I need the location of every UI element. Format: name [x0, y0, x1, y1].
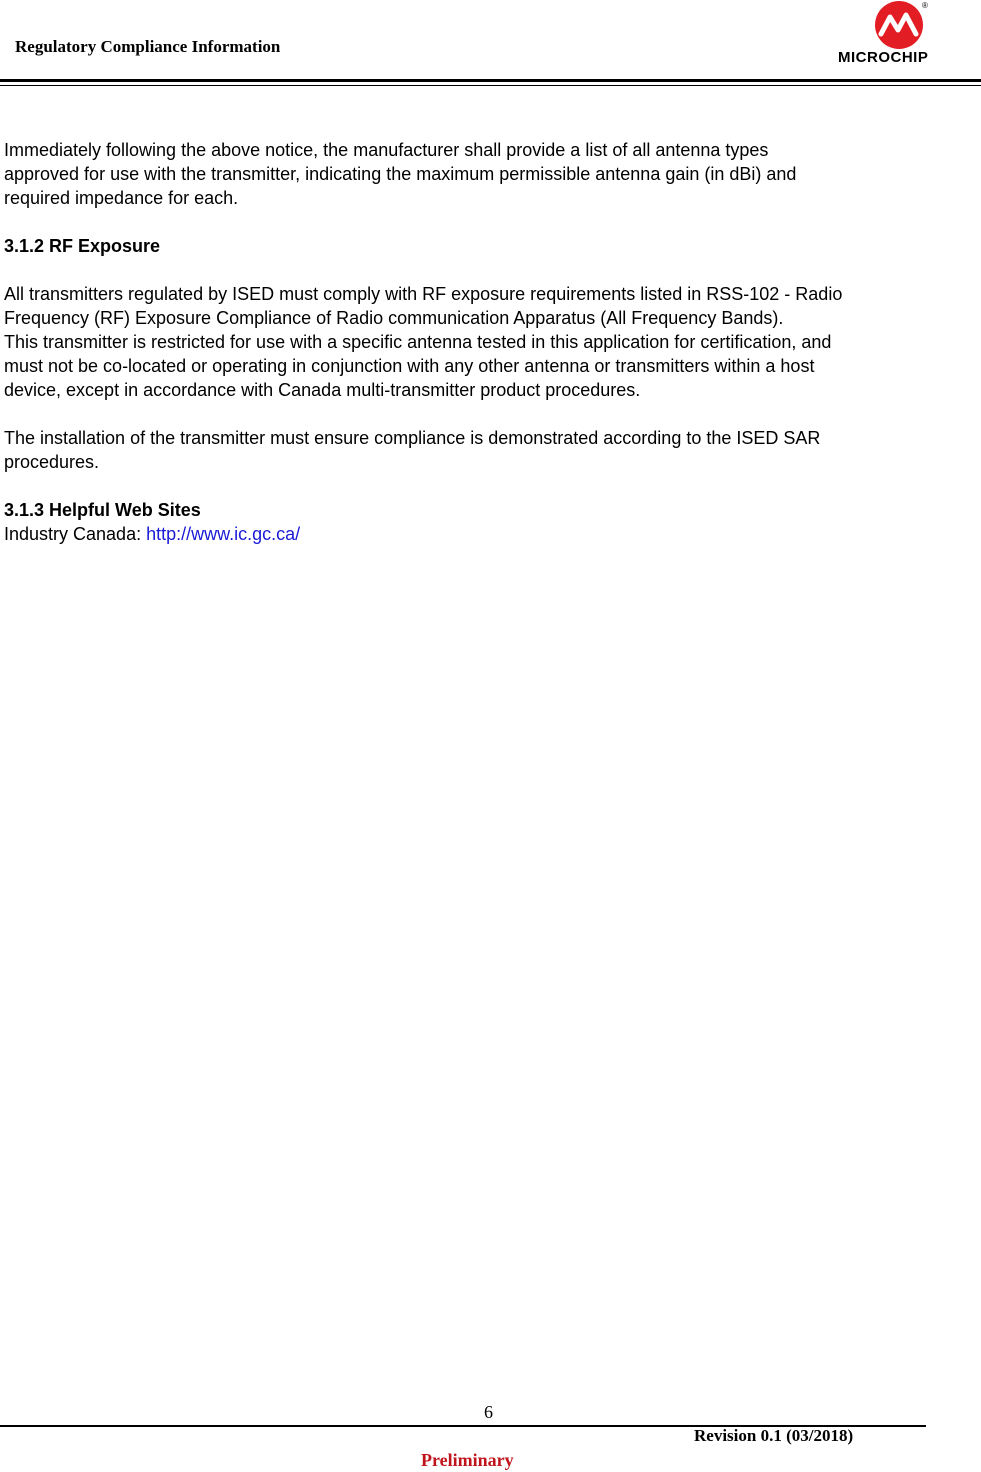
rf-exposure-line: device, except in accordance with Canada multi-transmitter product procedures. — [4, 380, 641, 400]
industry-canada-link[interactable]: http://www.ic.gc.ca/ — [146, 524, 301, 544]
revision-label: Revision 0.1 (03/2018) — [694, 1426, 854, 1445]
registered-mark: ® — [922, 1, 928, 10]
header-rule-thick — [0, 79, 981, 82]
document-header-title: Regulatory Compliance Information — [15, 37, 281, 56]
antenna-list-paragraph-line: Immediately following the above notice, the manufacturer shall provide a list of all antenna types — [4, 140, 769, 160]
rf-exposure-line: Frequency (RF) Exposure Compliance of Radio communication Apparatus (All Frequency Bands). — [4, 308, 784, 328]
web-site-label: Industry Canada: — [4, 524, 147, 544]
web-site-line — [4, 522, 976, 546]
rf-exposure-line: All transmitters regulated by ISED must comply with RF exposure requirements listed in RSS-102 - Radio — [4, 284, 843, 304]
document-body — [4, 138, 976, 546]
antenna-list-paragraph-line: approved for use with the transmitter, indicating the maximum permissible antenna gain (in dBi) and — [4, 164, 797, 184]
header-rule-thin — [0, 85, 981, 86]
logo-wordmark: MICROCHIP — [838, 49, 929, 66]
section-heading-web-sites: 3.1.3 Helpful Web Sites — [4, 500, 201, 520]
preliminary-label: Preliminary — [421, 1450, 514, 1470]
page-number: 6 — [484, 1402, 493, 1422]
microchip-logo — [836, 0, 966, 66]
rf-exposure-line: must not be co-located or operating in conjunction with any other antenna or transmitters within a host — [4, 356, 815, 376]
installation-line: The installation of the transmitter must ensure compliance is demonstrated according to the ISED SAR — [4, 428, 821, 448]
antenna-list-paragraph-line: required impedance for each. — [4, 188, 239, 208]
installation-line: procedures. — [4, 452, 100, 472]
section-heading-rf-exposure: 3.1.2 RF Exposure — [4, 236, 161, 256]
rf-exposure-line: This transmitter is restricted for use with a specific antenna tested in this application for certification, and — [4, 332, 832, 352]
